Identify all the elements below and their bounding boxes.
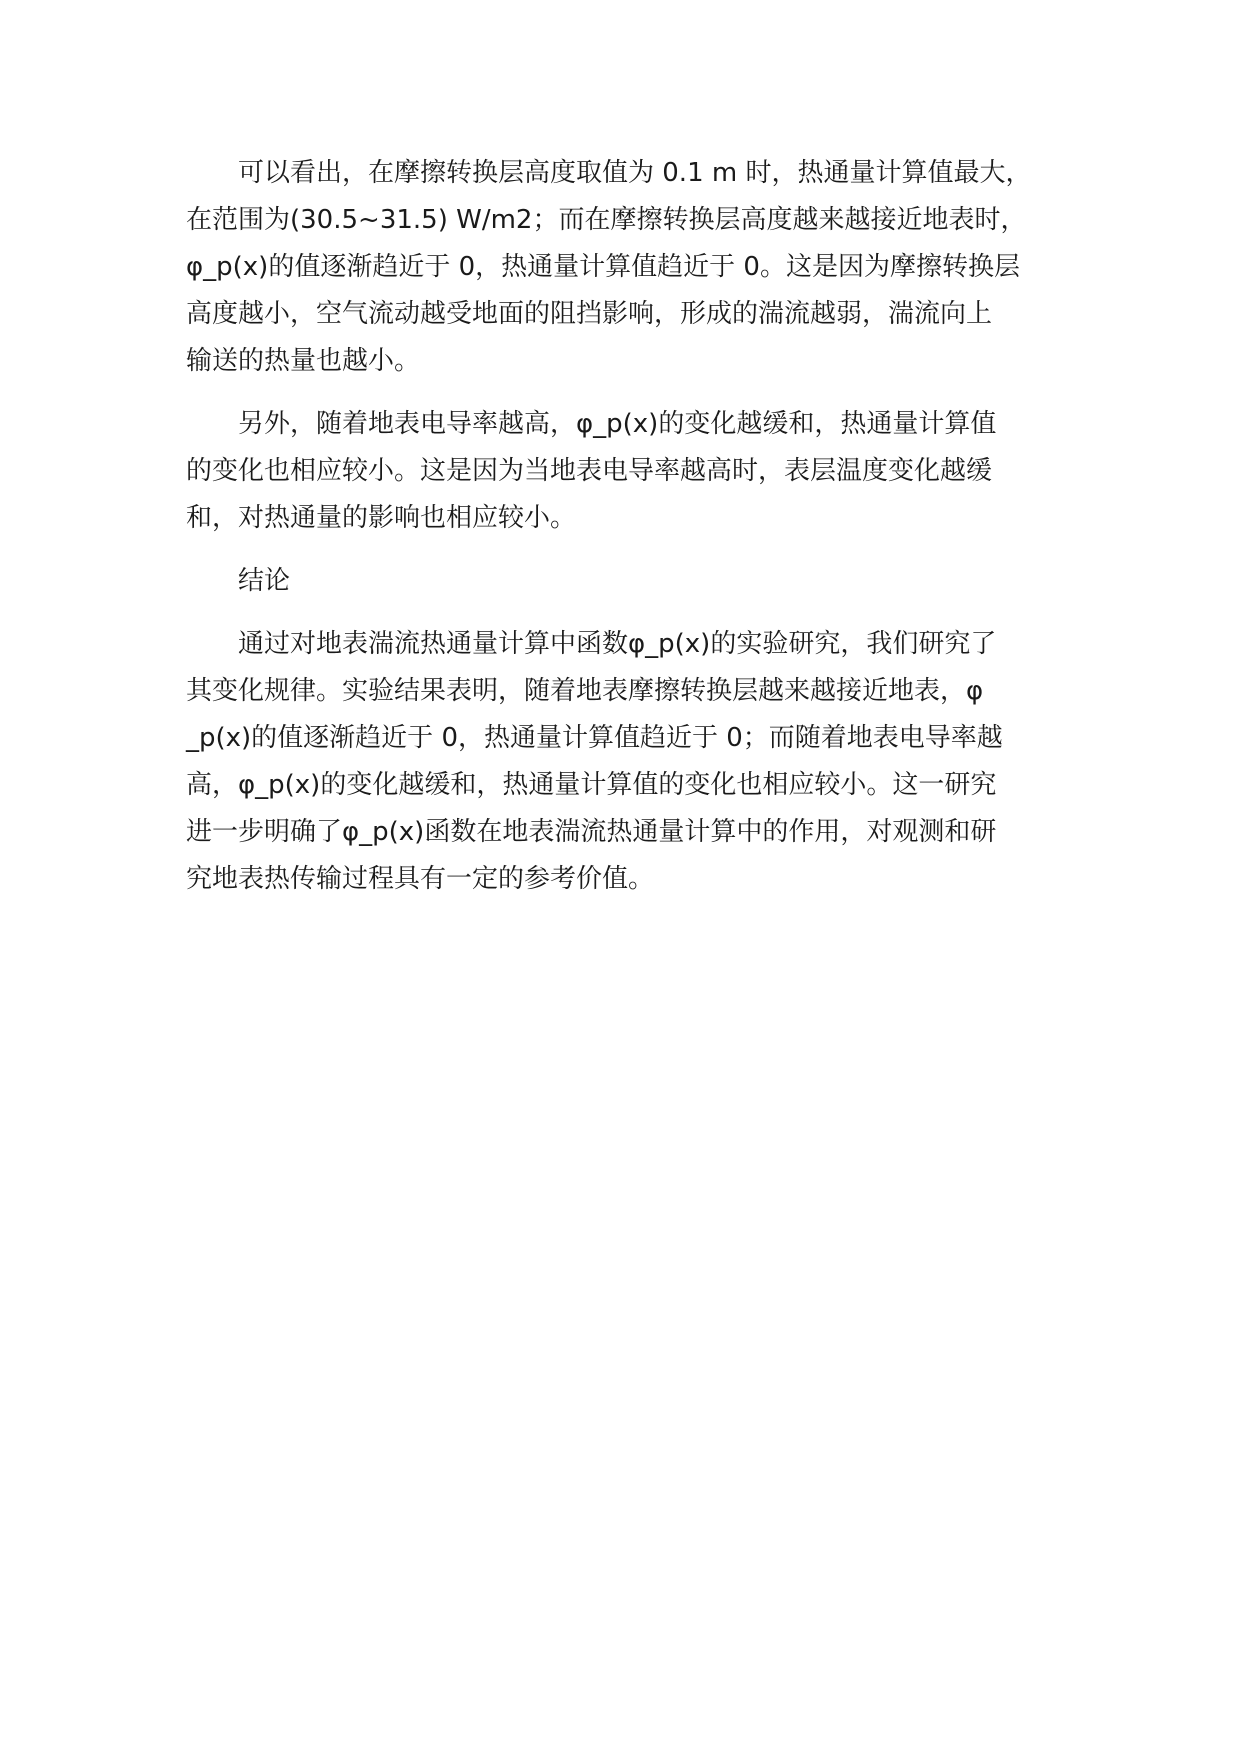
paragraph-results-analysis: 可以看出，在摩擦转换层高度取值为 0.1 m 时，热通量计算值最大， 在范围为(30.5~31.5) W/m2；而在摩擦转换层高度越来越接近地表时， φ_p(x)的值逐渐趋近于 0，热通量计算值趋近于 0。这是因为摩擦转换层 高度越小，空气流动越受地面的阻挡影响，形成的湍流越弱，湍流向上 输送的热量也越小。	[186, 158, 1032, 376]
paragraph-conductivity-effect: 另外，随着地表电导率越高，φ_p(x)的变化越缓和，热通量计算值 的变化也相应较小。这是因为当地表电导率越高时，表层温度变化越缓 和，对热通量的影响也相应较小。	[186, 409, 997, 533]
document-body	[186, 150, 1066, 919]
section-heading-conclusion: 结论	[186, 566, 291, 596]
paragraph-conclusion: 通过对地表湍流热通量计算中函数φ_p(x)的实验研究，我们研究了 其变化规律。实验结果表明，随着地表摩擦转换层越来越接近地表，φ _p(x)的值逐渐趋近于 0，热通量计算值趋近于 0；而随着地表电导率越 高，φ_p(x)的变化越缓和，热通量计算值的变化也相应较小。这一研究 进一步明确了φ_p(x)函数在地表湍流热通量计算中的作用，对观测和研 究地表热传输过程具有一定的参考价值。	[186, 629, 1003, 894]
